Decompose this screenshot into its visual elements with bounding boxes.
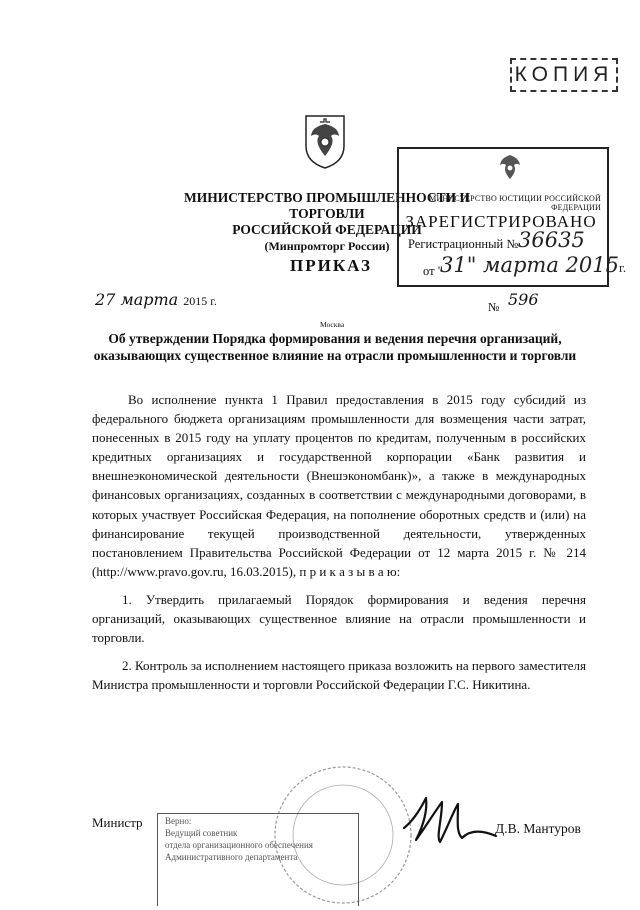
preamble-paragraph: Во исполнение пункта 1 Правил предоставления в 2015 году субсидий из федерального бюджета организациям промышленности для возмещения части затрат, понесенных в 2015 году на уплату процентов по кредитам, полученным в российских кредитных организациях и государственной корпорации «Банк развития и внешнеэкономической деятельности (Внешэкономбанк)», а также в международных финансовых организациях, созданных в соответствии с международными договорами, в которых участвует Российская Федерация, на пополнение оборотных средств и (или) на финансирование текущей производственной деятельности, утвержденных постановлением Правительства Российской Федерации от 12 марта 2015 г. № 214 (http://www.pravo.gov.ru, 16.03.2015), п р и к а з ы в а ю: [92,392,586,579]
registration-date-value: 31" марта 2015 [440,253,619,277]
certification-stamp-text [165,815,355,863]
order-number: 596 [508,290,539,309]
certification-line-4: Административного департамента [165,852,298,862]
handwritten-signature [396,780,500,852]
signatory-position: Министр [92,815,143,830]
item-1-paragraph: 1. Утвердить прилагаемый Порядок формирования и ведения перечня организаций, оказывающих существенное влияние на отрасли промышленности и торговли. [92,591,586,646]
registration-ministry: МИНИСТЕРСТВО ЮСТИЦИИ РОССИЙСКОЙ ФЕДЕРАЦИИ [429,194,601,212]
registration-date-suffix: г. [618,260,627,275]
ministry-name-line1: МИНИСТЕРСТВО ПРОМЫШЛЕННОСТИ И ТОРГОВЛИ [184,190,470,221]
ministry-short-name: (Минпромторг России) [264,239,390,253]
registration-emblem-icon [497,152,523,182]
certification-line-3: отдела организационного обеспечения [165,840,313,850]
order-number-label: № [488,300,500,314]
order-city: Москва [320,320,345,329]
coat-of-arms-icon [300,112,350,170]
registration-date-prefix: от " [423,264,443,278]
registration-title: ЗАРЕГИСТРИРОВАНО [405,212,597,231]
order-date-value: 27 марта [95,290,179,309]
document-body [92,390,586,694]
ministry-name-line2: РОССИЙСКОЙ ФЕДЕРАЦИИ [232,222,422,237]
order-date [95,290,217,309]
certification-line-2: Ведущий советник [165,828,238,838]
order-date-year: 2015 г. [183,294,217,308]
registration-date [440,253,626,277]
certification-line-1: Верно: [165,816,192,826]
copy-stamp: КОПИЯ [510,58,618,92]
registration-number: 36635 [518,228,585,252]
signatory-name: Д.В. Мантуров [495,821,581,836]
item-2-paragraph: 2. Контроль за исполнением настоящего приказа возложить на первого заместителя Министра промышленности и торговли Российской Федерации Г.С. Никитина. [92,658,586,693]
registration-number-label: Регистрационный № [408,237,519,251]
document-type: ПРИКАЗ [290,256,372,275]
document-title: Об утверждении Порядка формирования и ведения перечня организаций, оказывающих существенное влияние на отрасли промышленности и торговли [93,331,577,363]
